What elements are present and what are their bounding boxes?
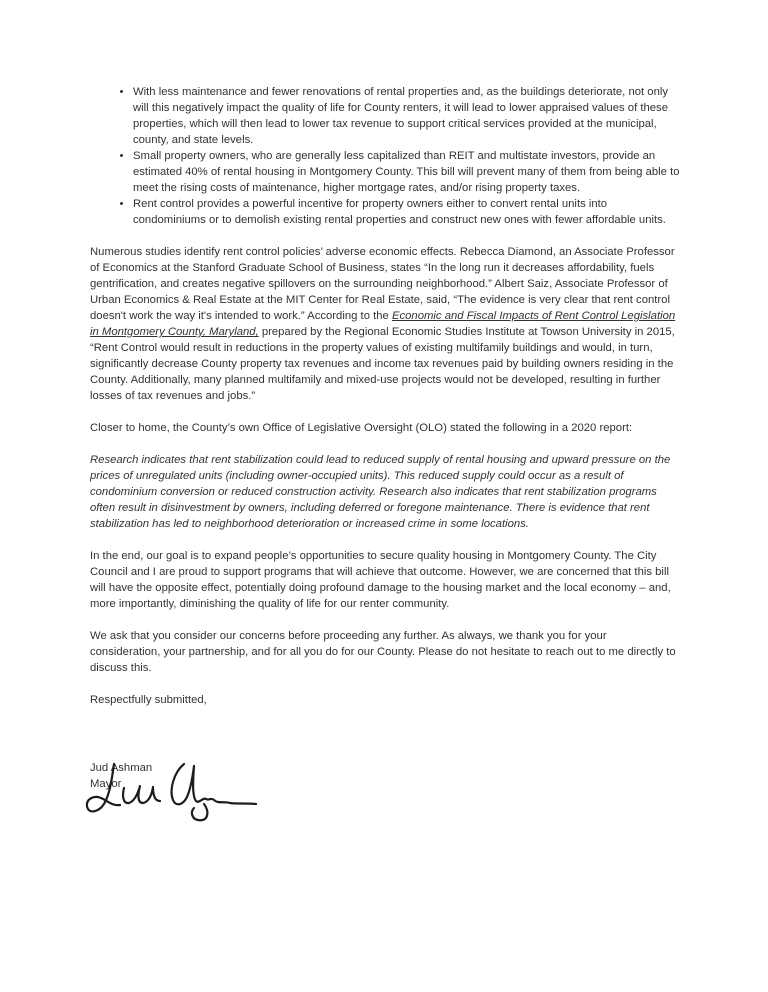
- bullet-item-maintenance: • With less maintenance and fewer renovations of rental properties and, as the buildings deteriorate, not only will this negatively impact the quality of life for County renters, it will lead to lower appraised values of these properties, which will then lead to lower tax revenue to support critical services provided at the municipal, county, and state levels.: [133, 84, 680, 148]
- handwritten-signature-image: [84, 760, 262, 832]
- paragraph-studies: [90, 244, 680, 404]
- paragraph-olo-intro: Closer to home, the County’s own Office of Legislative Oversight (OLO) stated the following in a 2020 report:: [90, 422, 633, 434]
- signer-title: Mayor: [90, 778, 122, 790]
- paragraph-closing: We ask that you consider our concerns before proceeding any further. As always, we thank you for your consideration, your partnership, and for all you do for our County. Please do not hesitate to reach out to me directly to discuss this.: [90, 630, 676, 674]
- paragraph-goal: In the end, our goal is to expand people’s opportunities to secure quality housing in Montgomery County. The City Council and I are proud to support programs that will achieve that outcome. However, we are concerned that this bill will have the opposite effect, potentially doing profound damage to the housing market and the local economy – and, more importantly, diminishing the quality of life for our renter community.: [90, 550, 671, 610]
- valediction: Respectfully submitted,: [90, 694, 207, 706]
- paragraph-studies-text-2: prepared by the Regional Economic Studies Institute at Towson University in 2015, “Rent Control would result in reductions in the property values of existing multifamily buildings and would, in turn, significantly decrease County property tax revenues and income tax revenues paid by building owners residing in the County. Additionally, many planned multifamily and mixed-use projects would not be developed, resulting in further losses of tax revenues and jobs.”: [90, 326, 675, 402]
- signature-block: [90, 760, 680, 870]
- bullet-list: [90, 84, 680, 228]
- signer-name: Jud Ashman: [90, 762, 153, 774]
- paragraph-studies-text-1: Numerous studies identify rent control policies’ adverse economic effects. Rebecca Diamond, an Associate Professor of Economics at the Stanford Graduate School of Business, states “In the long run it decreases affordability, fuels gentrification, and creates negative spillovers on the surrounding neighborhood.” Albert Saiz, Associate Professor of Urban Economics & Real Estate at the MIT Center for Real Estate, said, “The evidence is very clear that rent control doesn't work the way it's intended to work.” According to the: [90, 246, 675, 322]
- olo-report-quote: Research indicates that rent stabilization could lead to reduced supply of rental housing and upward pressure on the prices of unregulated units (including owner-occupied units). This reduced supply could occur as a result of condominium conversion or reduced construction activity. Research also indicates that rent stabilization programs often result in disinvestment by owners, including deferred or foregone maintenance. There is evidence that rent stabilization has led to neighborhood deterioration or increased crime in some locations.: [90, 454, 671, 530]
- bullet-item-conversion: • Rent control provides a powerful incentive for property owners either to convert rental units into condominiums or to demolish existing rental properties and construct new ones with fewer affordable units.: [133, 196, 680, 228]
- report-title-citation: Economic and Fiscal Impacts of Rent Control Legislation in Montgomery County, Maryland,: [90, 310, 676, 338]
- bullet-item-small-owners: • Small property owners, who are generally less capitalized than REIT and multistate investors, provide an estimated 40% of rental housing in Montgomery County. This bill will prevent many of them from being able to meet the rising costs of maintenance, higher mortgage rates, and/or rising property taxes.: [133, 148, 680, 196]
